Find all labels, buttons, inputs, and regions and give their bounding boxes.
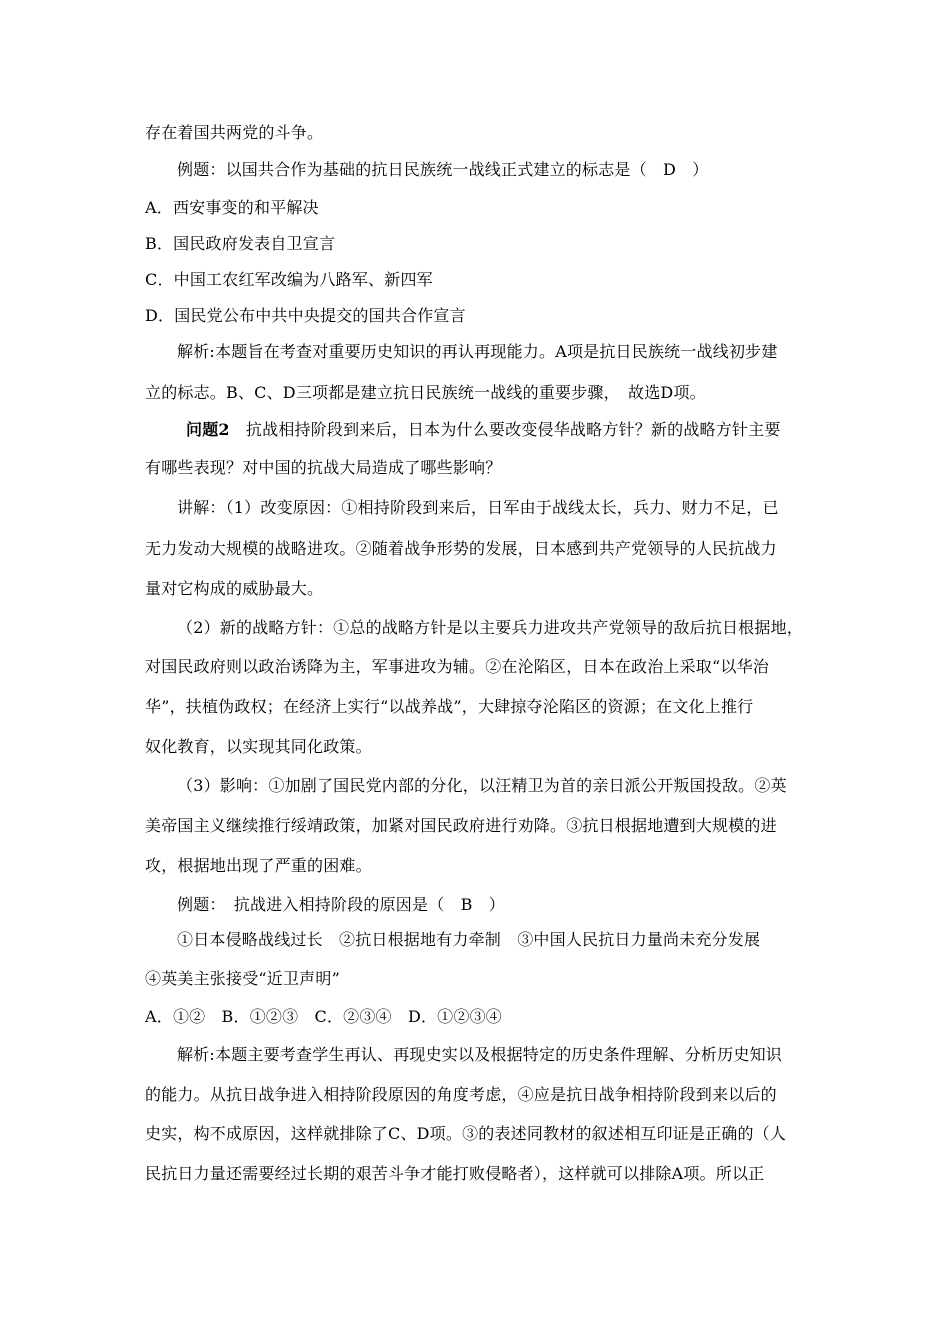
text-line: 史实，构不成原因，这样就排除了C、D项。③的表述同教材的叙述相互印证是正确的（人 (145, 1124, 787, 1143)
text-line: 例题：以国共合作为基础的抗日民族统一战线正式建立的标志是（ D ） (177, 160, 709, 179)
text-line: B．国民政府发表自卫宣言 (145, 234, 336, 253)
text-line: 量对它构成的威胁最大。 (145, 579, 324, 598)
text-line: 解析:本题主要考查学生再认、再现史实以及根据特定的历史条件理解、分析历史知识 (177, 1045, 782, 1064)
text-line: A．①② B．①②③ C．②③④ D．①②③④ (145, 1007, 502, 1026)
text-line: 民抗日力量还需要经过长期的艰苦斗争才能打败侵略者），这样就可以排除A项。所以正 (145, 1164, 765, 1183)
text-line: 美帝国主义继续推行绥靖政策，加紧对国民政府进行劝降。③抗日根据地遭到大规模的进 (145, 816, 777, 835)
question-label: 问题2 (186, 420, 230, 439)
text-line: D．国民党公布中共中央提交的国共合作宣言 (145, 306, 466, 325)
text-line: ①日本侵略战线过长 ②抗日根据地有力牵制 ③中国人民抗日力量尚未充分发展 (177, 930, 761, 949)
text-line: 华”，扶植伪政权；在经济上实行“以战养战”，大肆掠夺沦陷区的资源；在文化上推行 (145, 697, 754, 716)
text-line: 奴化教育，以实现其同化政策。 (145, 737, 372, 756)
text-line: 的能力。从抗日战争进入相持阶段原因的角度考虑，④应是抗日战争相持阶段到来以后的 (145, 1085, 777, 1104)
text-line: ④英美主张接受“近卫声明” (145, 969, 340, 988)
text-line: 解析:本题旨在考查对重要历史知识的再认再现能力。A项是抗日民族统一战线初步建 (177, 342, 778, 361)
text-line: 无力发动大规模的战略进攻。②随着战争形势的发展，日本感到共产党领导的人民抗战力 (145, 539, 777, 558)
text-line: C．中国工农红军改编为八路军、新四军 (145, 270, 433, 289)
text-line: 立的标志。B、C、D三项都是建立抗日民族统一战线的重要步骤， 故选D项。 (145, 383, 706, 402)
text-line: （2）新的战略方针：①总的战略方针是以主要兵力进攻共产党领导的敌后抗日根据地， (177, 618, 803, 637)
text-line: 对国民政府则以政治诱降为主，军事进攻为辅。②在沦陷区，日本在政治上采取“以华治 (145, 657, 769, 676)
text-line: 有哪些表现？对中国的抗战大局造成了哪些影响？ (145, 458, 502, 477)
text-line: A．西安事变的和平解决 (145, 198, 319, 217)
text-line: （3）影响：①加剧了国民党内部的分化，以汪精卫为首的亲日派公开叛国投敌。②英 (177, 776, 787, 795)
text-line: 例题： 抗战进入相持阶段的原因是（ B ） (177, 895, 505, 914)
text-line: 讲解：（1）改变原因：①相持阶段到来后，日军由于战线太长，兵力、财力不足，已 (177, 498, 779, 517)
text-line: 问题2 抗战相持阶段到来后，日本为什么要改变侵华战略方针？新的战略方针主要 (186, 420, 781, 439)
text-line: 存在着国共两党的斗争。 (145, 123, 324, 142)
text-line: 攻，根据地出现了严重的困难。 (145, 856, 372, 875)
